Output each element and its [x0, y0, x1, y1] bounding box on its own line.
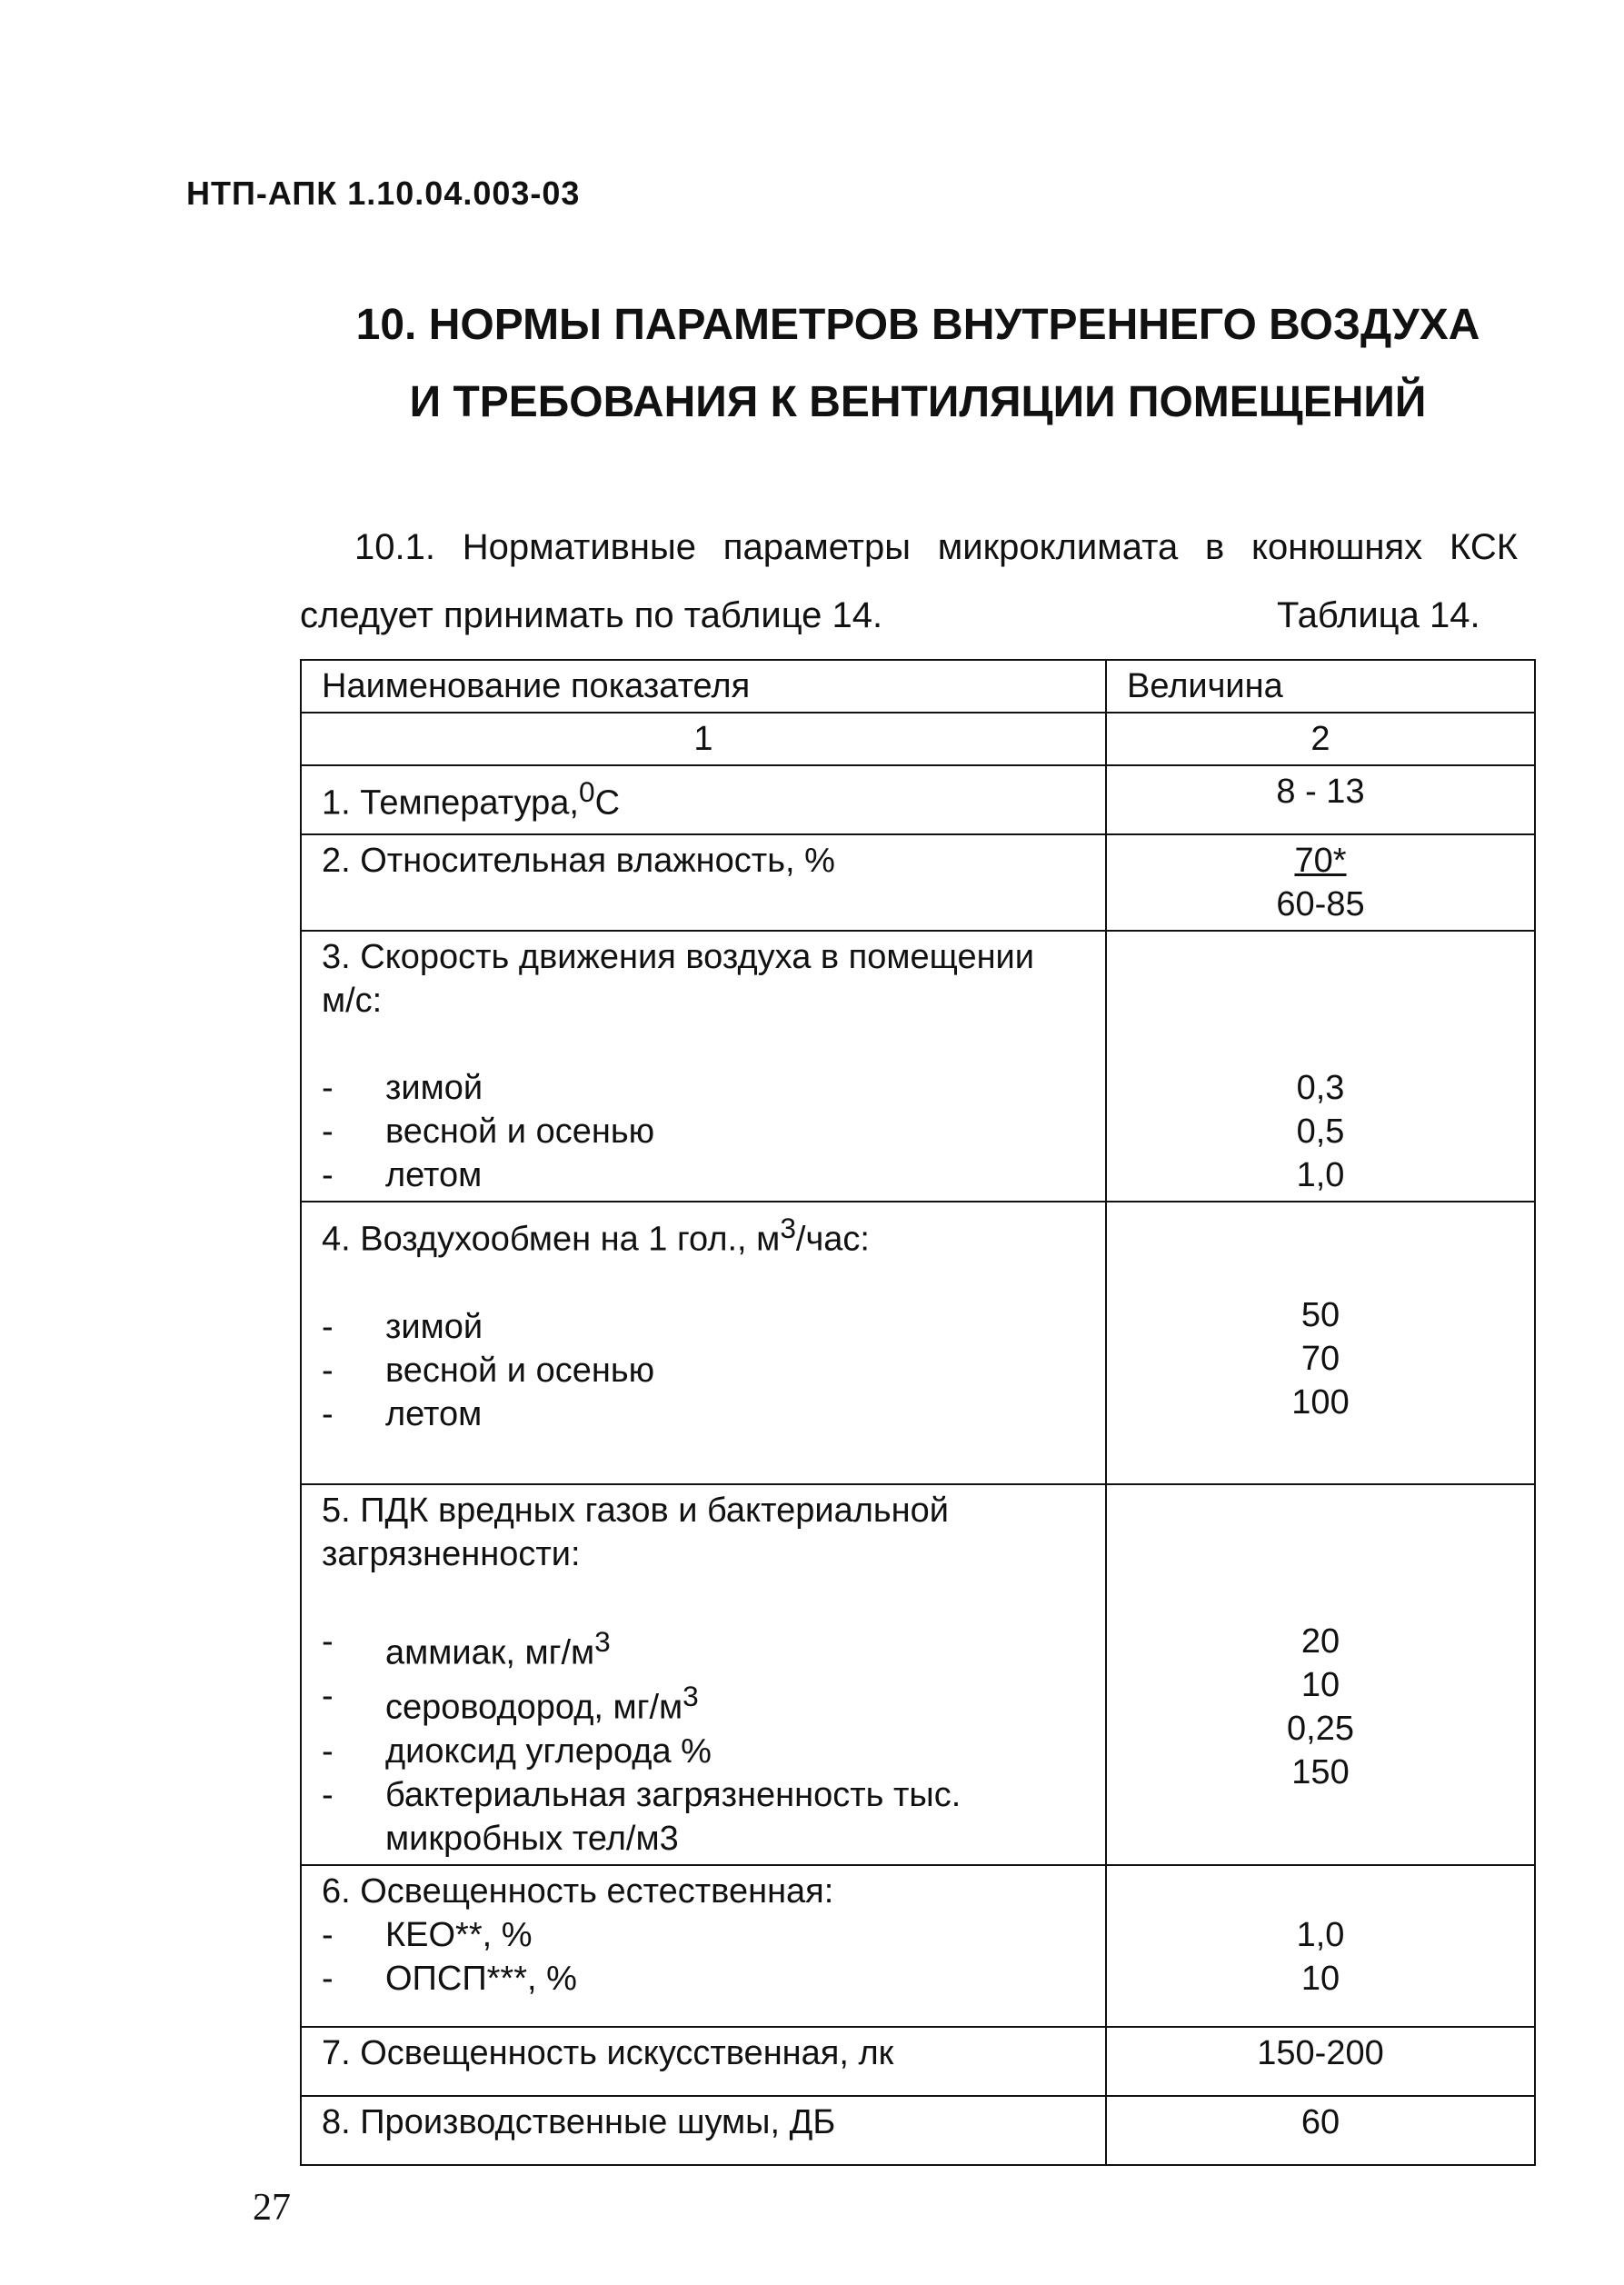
list-value: 1,0: [1296, 1156, 1345, 1194]
row6-label: 6. Освещенность естественная:: [322, 1871, 834, 1911]
row8-name: [301, 2096, 1106, 2165]
list-value: 0,25: [1287, 1709, 1354, 1748]
header-value: Величина: [1127, 667, 1283, 705]
row4-sup: 3: [780, 1212, 796, 1244]
row5-values: [1106, 1484, 1535, 1865]
row5-name: [301, 1484, 1106, 1865]
col-number-2: [1106, 713, 1535, 765]
list-dash: -: [322, 1775, 334, 1814]
header-name-cell: [301, 660, 1106, 713]
list-item: [322, 1349, 1085, 1392]
list-dash: -: [322, 1959, 334, 1998]
list-label: зимой: [385, 1307, 483, 1346]
list-value: 1,0: [1296, 1915, 1345, 1954]
row1-label: 1. Температура,: [322, 783, 579, 823]
table-header-row: [301, 660, 1535, 713]
table-row: [301, 2096, 1535, 2165]
list-value: 10: [1300, 1665, 1340, 1704]
row4-name: [301, 1202, 1106, 1484]
list-label-line2: микробных тел/м3: [385, 1819, 679, 1858]
list-value: 0,3: [1296, 1069, 1345, 1107]
row2-name: [301, 834, 1106, 931]
page-number: 27: [253, 2187, 291, 2229]
row4-values: [1106, 1202, 1535, 1484]
list-sup: 3: [594, 1624, 611, 1658]
table-row: [301, 1865, 1535, 2027]
list-dash: -: [322, 1394, 334, 1433]
list-dash: -: [322, 1621, 334, 1661]
row3-label-line2: м/с:: [322, 982, 383, 1020]
document-code: НТП-АПК 1.10.04.003-03: [186, 175, 581, 212]
row6-name: [301, 1865, 1106, 2027]
list-item: [322, 1913, 1085, 1957]
list-dash: -: [322, 1731, 334, 1771]
row3-values: [1106, 931, 1535, 1202]
list-dash: -: [322, 1351, 334, 1390]
list-label: летом: [385, 1394, 483, 1433]
list-value: 100: [1291, 1383, 1350, 1422]
list-label: весной и осенью: [385, 1351, 655, 1390]
paragraph-line1: 10.1. Нормативные параметры микроклимата в конюшнях КСК: [354, 527, 1518, 567]
list-label: аммиак, мг/м: [385, 1633, 595, 1672]
list-value: 150: [1291, 1752, 1350, 1791]
col-number-2-text: 2: [1310, 720, 1330, 758]
list-dash: -: [322, 1307, 334, 1346]
row7-value: [1106, 2027, 1535, 2096]
list-label: весной и осенью: [385, 1113, 655, 1151]
row2-value: [1106, 834, 1535, 931]
col-number-1: [301, 713, 1106, 765]
list-label: бактериальная загрязненность тыс.: [385, 1775, 961, 1814]
section-heading-line2: И ТРЕБОВАНИЯ К ВЕНТИЛЯЦИИ ПОМЕЩЕНИЙ: [409, 378, 1427, 426]
list-label: летом: [385, 1156, 483, 1194]
list-dash: -: [322, 1069, 334, 1107]
row1-value-text: 8 - 13: [1276, 773, 1365, 811]
row7-label: 7. Освещенность искусственная, лк: [322, 2033, 894, 2072]
table-row: [301, 834, 1535, 931]
section-heading-line1: 10. НОРМЫ ПАРАМЕТРОВ ВНУТРЕННЕГО ВОЗДУХА: [355, 301, 1480, 349]
row3-label-line1: 3. Скорость движения воздуха в помещении: [322, 938, 1035, 976]
list-value: 10: [1300, 1959, 1340, 1998]
list-item: [322, 1392, 1085, 1436]
list-item: [322, 1773, 1085, 1861]
header-name: Наименование показателя: [322, 667, 751, 705]
row8-label: 8. Производственные шумы, ДБ: [322, 2102, 836, 2141]
list-value: 0,5: [1296, 1113, 1345, 1151]
row2-value-denominator: 60-85: [1276, 885, 1365, 923]
row5-label-line2: загрязненности:: [322, 1534, 581, 1573]
list-item: [322, 1110, 1085, 1153]
list-item: [322, 1620, 1085, 1675]
list-value: 70: [1300, 1340, 1340, 1378]
row2-value-numerator: 70*: [1294, 842, 1347, 880]
row8-value: [1106, 2096, 1535, 2165]
table-row: [301, 1484, 1535, 1865]
table-label: Таблица 14.: [1277, 595, 1480, 635]
list-dash: -: [322, 1677, 334, 1716]
column-number-row: [301, 713, 1535, 765]
row2-label: 2. Относительная влажность, %: [322, 842, 835, 880]
row1-unit: С: [594, 783, 621, 823]
list-label: зимой: [385, 1069, 483, 1107]
list-dash: -: [322, 1113, 334, 1151]
row4-label-text: 4. Воздухообмен на 1 гол., м: [322, 1220, 781, 1259]
list-label: КЕО**, %: [385, 1915, 533, 1954]
row3-name: [301, 931, 1106, 1202]
list-dash: -: [322, 1156, 334, 1194]
list-label: ОПСП***, %: [385, 1959, 577, 1998]
paragraph-line2: следует принимать по таблице 14.: [300, 595, 883, 635]
row8-value-text: 60: [1300, 2102, 1340, 2141]
parameters-table: [300, 659, 1536, 2166]
row4-label-tail: /час:: [795, 1220, 870, 1259]
row1-sup: 0: [578, 775, 595, 808]
list-value: 50: [1300, 1296, 1340, 1334]
row7-value-text: 150-200: [1257, 2033, 1384, 2072]
row4-label: [322, 1206, 1085, 1262]
list-label: диоксид углерода %: [385, 1731, 712, 1771]
row1-value: [1106, 765, 1535, 834]
list-item: [322, 1730, 1085, 1773]
table-row: [301, 765, 1535, 834]
list-sup: 3: [682, 1680, 699, 1713]
table-row: [301, 931, 1535, 1202]
table-row: [301, 1202, 1535, 1484]
row7-name: [301, 2027, 1106, 2096]
list-item: [322, 1066, 1085, 1110]
list-item: [322, 1305, 1085, 1349]
list-dash: -: [322, 1915, 334, 1954]
list-label: сероводород, мг/м: [385, 1688, 683, 1727]
list-item: [322, 1674, 1085, 1730]
header-value-cell: [1106, 660, 1535, 713]
table-row: [301, 2027, 1535, 2096]
list-item: [322, 1957, 1085, 2001]
list-value: 20: [1300, 1621, 1340, 1661]
list-item: [322, 1153, 1085, 1197]
row1-name: [301, 765, 1106, 834]
row5-label-line1: 5. ПДК вредных газов и бактериальной: [322, 1491, 950, 1530]
col-number-1-text: 1: [693, 720, 713, 758]
row6-values: [1106, 1865, 1535, 2027]
